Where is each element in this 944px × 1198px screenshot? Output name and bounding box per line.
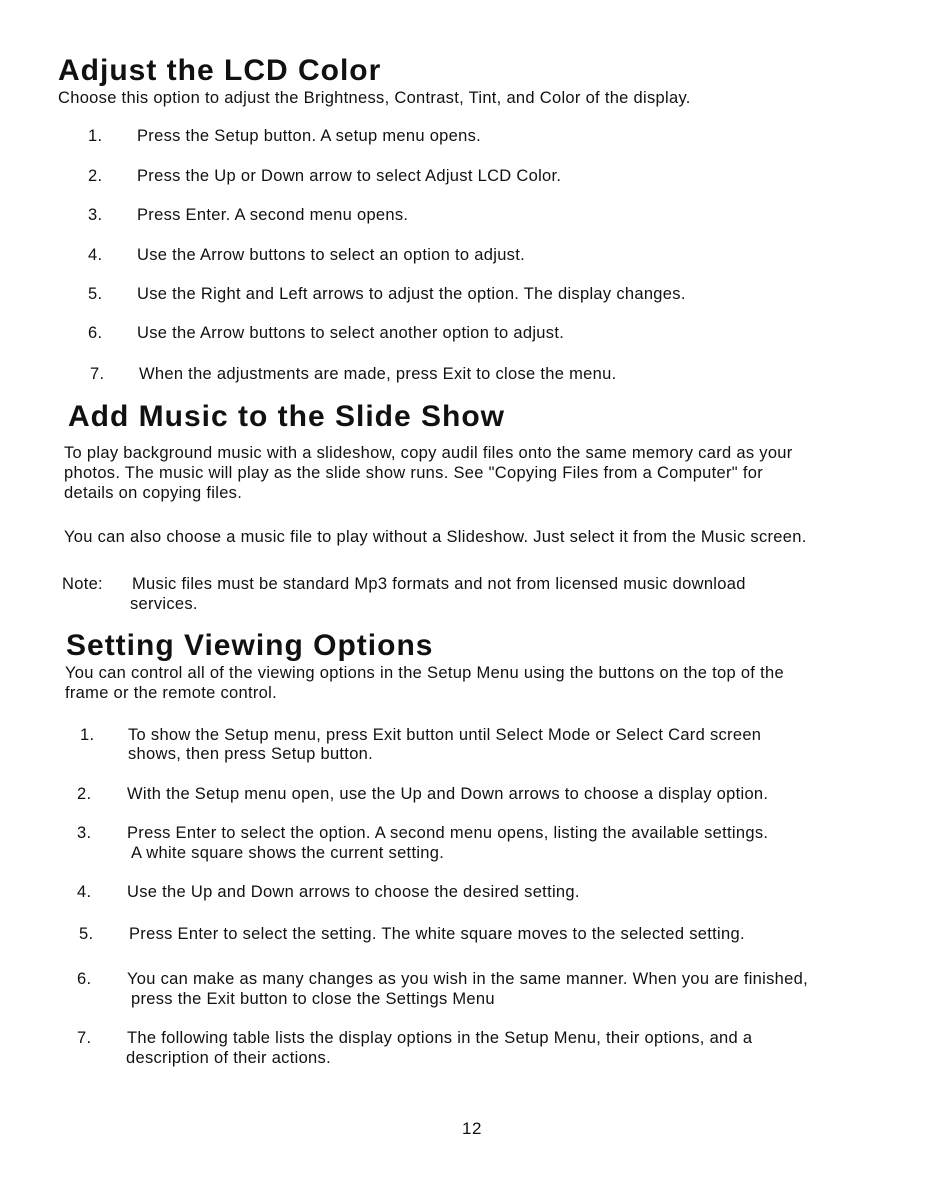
- note-line: services.: [130, 595, 198, 613]
- section-title-adjust-lcd-color: Adjust the LCD Color: [58, 54, 382, 87]
- paragraph-line: details on copying files.: [64, 484, 243, 502]
- step-text-continued: A white square shows the current setting.: [131, 844, 445, 862]
- step-text: Press the Up or Down arrow to select Adjust LCD Color.: [137, 167, 562, 185]
- paragraph-line: photos. The music will play as the slide show runs. See "Copying Files from a Computer" for: [64, 464, 763, 482]
- step-text: Use the Arrow buttons to select an option to adjust.: [137, 246, 525, 264]
- step-text-continued: shows, then press Setup button.: [128, 745, 374, 763]
- step-number: 5.: [88, 285, 103, 303]
- step-number: 4.: [88, 246, 103, 264]
- step-text: Press the Setup button. A setup menu opens.: [137, 127, 482, 145]
- step-number: 7.: [77, 1029, 92, 1047]
- paragraph-line: To play background music with a slideshow, copy audil files onto the same memory card as your: [64, 444, 793, 462]
- step-number: 6.: [77, 970, 92, 988]
- step-text: Use the Right and Left arrows to adjust the option. The display changes.: [137, 285, 686, 303]
- step-text: Press Enter. A second menu opens.: [137, 206, 409, 224]
- step-number: 2.: [88, 167, 103, 185]
- section-intro: Choose this option to adjust the Brightness, Contrast, Tint, and Color of the display.: [58, 89, 691, 107]
- step-number: 6.: [88, 324, 103, 342]
- note-line: Music files must be standard Mp3 formats and not from licensed music download: [132, 575, 746, 593]
- step-number: 1.: [80, 726, 95, 744]
- step-text: When the adjustments are made, press Exit to close the menu.: [139, 365, 617, 383]
- section-title-add-music: Add Music to the Slide Show: [68, 400, 506, 433]
- step-text: To show the Setup menu, press Exit button until Select Mode or Select Card screen: [128, 726, 762, 744]
- step-number: 3.: [77, 824, 92, 842]
- step-number: 1.: [88, 127, 103, 145]
- step-text-continued: description of their actions.: [126, 1049, 331, 1067]
- step-number: 5.: [79, 925, 94, 943]
- step-text: Press Enter to select the setting. The white square moves to the selected setting.: [129, 925, 745, 943]
- step-text: You can make as many changes as you wish in the same manner. When you are finished,: [127, 970, 808, 988]
- step-text: With the Setup menu open, use the Up and Down arrows to choose a display option.: [127, 785, 769, 803]
- step-text: Use the Arrow buttons to select another option to adjust.: [137, 324, 565, 342]
- paragraph-line: frame or the remote control.: [65, 684, 277, 702]
- step-text: The following table lists the display options in the Setup Menu, their options, and a: [127, 1029, 753, 1047]
- step-number: 7.: [90, 365, 105, 383]
- step-number: 4.: [77, 883, 92, 901]
- step-text: Use the Up and Down arrows to choose the desired setting.: [127, 883, 580, 901]
- step-text-continued: press the Exit button to close the Settings Menu: [131, 990, 495, 1008]
- music-paragraph-2: You can also choose a music file to play without a Slideshow. Just select it from the Music screen.: [64, 528, 807, 546]
- page-number: 12: [462, 1119, 482, 1138]
- paragraph-line: You can control all of the viewing options in the Setup Menu using the buttons on the top of the: [65, 664, 784, 682]
- step-number: 2.: [77, 785, 92, 803]
- section-title-viewing-options: Setting Viewing Options: [66, 629, 434, 662]
- note-label: Note:: [62, 575, 103, 593]
- step-text: Press Enter to select the option. A second menu opens, listing the available settings.: [127, 824, 769, 842]
- step-number: 3.: [88, 206, 103, 224]
